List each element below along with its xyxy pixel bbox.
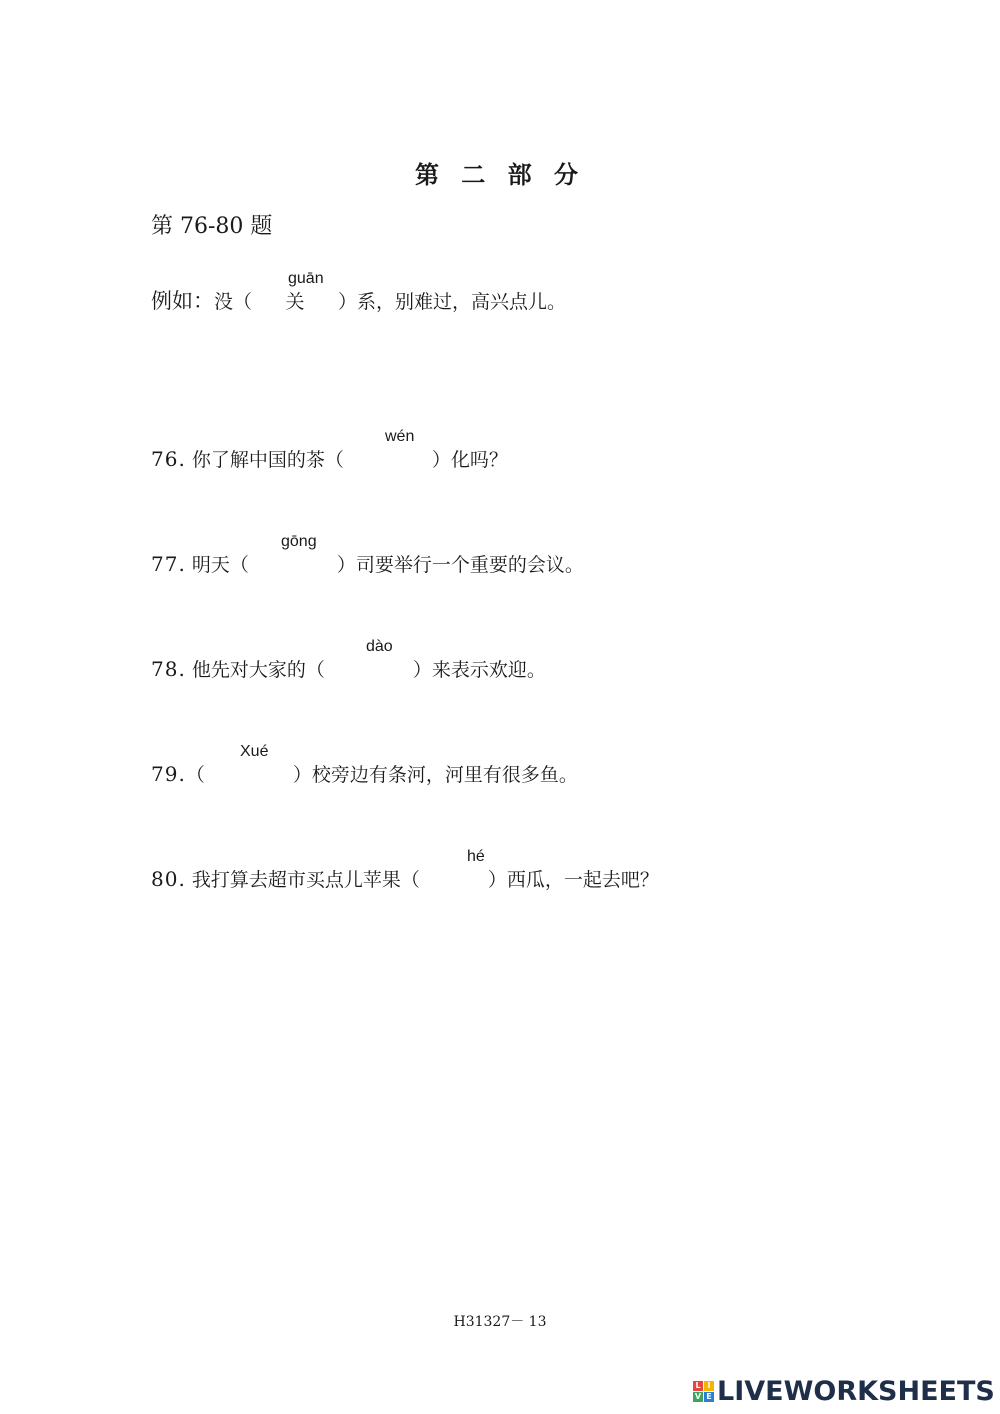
example-sentence	[151, 288, 566, 315]
logo-tile: I	[704, 1381, 714, 1391]
section-instruction: 第 76-80 题	[151, 214, 273, 239]
example-label: 例如：	[151, 289, 214, 313]
example-after: ）系，别难过，高兴点儿。	[338, 291, 567, 313]
page-title: 第 二 部 分	[414, 160, 586, 189]
question-79-answer-input[interactable]	[205, 762, 293, 788]
question-76-after: ）化吗？	[431, 449, 508, 471]
question-80-answer-input[interactable]	[420, 867, 488, 893]
question-77-after: ）司要举行一个重要的会议。	[336, 554, 584, 576]
page-footer: H31327－ 13	[453, 1314, 547, 1330]
question-77-sentence	[151, 551, 584, 578]
question-77-pinyin: gōng	[281, 533, 317, 550]
example-pinyin: guān	[288, 270, 324, 287]
question-77-answer-input[interactable]	[249, 552, 337, 578]
question-78-number: 78.	[151, 657, 186, 681]
question-80-pinyin: hé	[467, 848, 485, 865]
question-80-number: 80.	[151, 867, 186, 891]
question-76-pinyin: wén	[385, 428, 415, 445]
question-78-sentence	[151, 656, 546, 683]
question-79-sentence	[151, 761, 578, 788]
liveworksheets-logo	[693, 1376, 995, 1407]
question-79-after: ）校旁边有条河，河里有很多鱼。	[292, 764, 578, 786]
logo-tile: E	[704, 1392, 714, 1402]
question-78-answer-input[interactable]	[325, 657, 413, 683]
question-78-after: ）来表示欢迎。	[412, 659, 546, 681]
question-77-before: 明天（	[191, 554, 249, 576]
logo-tiles-icon	[693, 1381, 714, 1402]
question-78-pinyin: dào	[366, 638, 393, 655]
question-79-before: （	[185, 764, 205, 786]
question-76-before: 你了解中国的茶（	[191, 449, 344, 471]
logo-tile: L	[693, 1381, 703, 1391]
question-76-sentence	[151, 446, 508, 473]
question-77-number: 77.	[151, 552, 186, 576]
question-79-number: 79.	[151, 762, 186, 786]
question-80-before: 我打算去超市买点儿苹果（	[191, 869, 420, 891]
logo-text: LIVEWORKSHEETS	[717, 1376, 995, 1407]
example-answer: 关	[285, 291, 305, 313]
question-79-pinyin: Xué	[240, 743, 269, 760]
question-76-number: 76.	[151, 447, 186, 471]
question-76-answer-input[interactable]	[344, 447, 432, 473]
example-before: 没（	[214, 291, 253, 313]
question-78-before: 他先对大家的（	[191, 659, 325, 681]
logo-tile: V	[694, 1392, 702, 1401]
question-80-after: ）西瓜，一起去吧？	[487, 869, 659, 891]
question-80-sentence	[151, 866, 659, 893]
